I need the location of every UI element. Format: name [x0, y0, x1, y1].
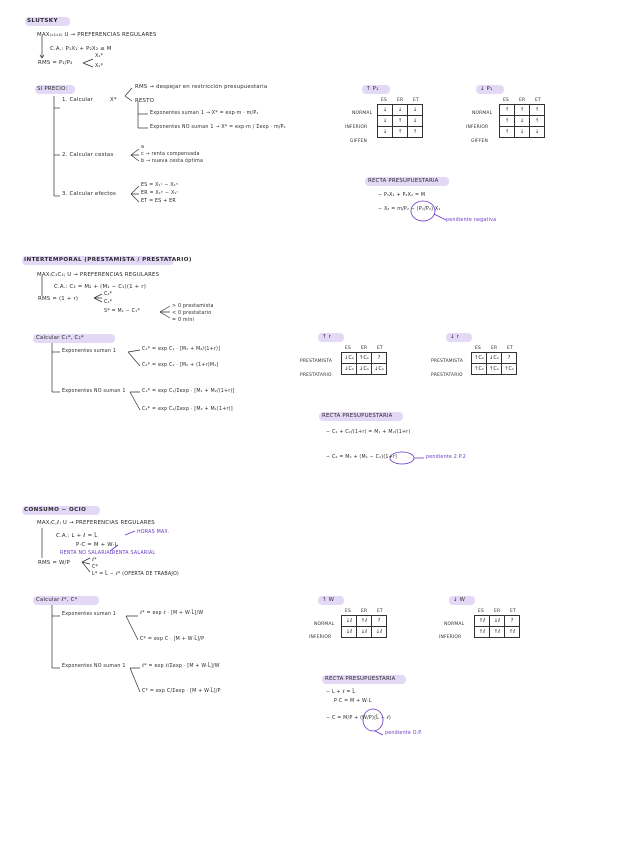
cell: ↓ — [393, 105, 408, 116]
cell: ↓ℓ — [357, 627, 372, 638]
col-et: ET — [377, 346, 383, 351]
c-star: C* — [92, 565, 99, 570]
table-up-w-title: ↑ W — [322, 597, 335, 603]
table-down-p1 — [499, 104, 545, 138]
cell: ↓ — [515, 127, 530, 138]
row-prestatario: PRESTATARIO — [431, 373, 463, 378]
cell: ↓ℓ — [490, 616, 505, 627]
constraint: C.A.: C₂ = M₂ + (M₁ − C₁)(1 + r) — [54, 284, 147, 290]
constraint-1: C.A.: L + ℓ = L̄ — [56, 533, 98, 539]
section-title-slutsky: SLUTSKY — [27, 18, 58, 24]
pendiente-label: pendiente negativa — [446, 218, 497, 223]
rms-branch: RMS → despejar en restricción presupuestaria — [135, 84, 268, 90]
cell: ↓ — [408, 116, 423, 127]
step-3: 3. Calcular efectos — [62, 191, 117, 197]
cell: ↓C₁ — [342, 353, 357, 364]
c1-no-suman: C₁* = exp C₁/Σexp · [M₁ + M₂/(1+r)] — [142, 389, 235, 394]
c-no-suman: C* = exp C/Σexp · [M + W·L̄]/P — [142, 689, 221, 694]
c1-suman: C₁* = exp C₁ · [M₁ + M₂/(1+r)] — [142, 347, 221, 352]
cell: ↑C₁ — [357, 353, 372, 364]
exp-no-suman: Exponentes NO suman 1 → X* = exp·m / Σexp · m/P₁ — [150, 125, 286, 130]
cell: ↑ — [530, 105, 545, 116]
row-giffen: GIFFEN — [350, 139, 368, 144]
row-normal: NORMAL — [314, 622, 335, 627]
pendiente-label: pendiente O.P. — [385, 731, 423, 736]
cell: ↓C₁ — [357, 364, 372, 375]
cell: ↑ — [408, 127, 423, 138]
table-up-p1 — [377, 104, 423, 138]
col-et: ET — [535, 98, 541, 103]
c2-no-suman: C₂* = exp C₂/Σexp · [M₂ + M₁(1+r)] — [142, 407, 233, 412]
section-title-intertemporal: INTERTEMPORAL (PRESTAMISTA / PRESTATARIO) — [24, 257, 192, 263]
row-inferior: INFERIOR — [345, 125, 368, 130]
exp-suman: Exponentes suman 1 — [62, 349, 117, 354]
renta-salarial: RENTA SALARIAL — [112, 551, 156, 556]
max-statement: MAX₍C₁C₂₎ U → PREFERENCIAS REGULARES — [37, 272, 160, 278]
col-es: ES — [478, 609, 484, 614]
recta-title: RECTA PRESUPUESTARIA — [368, 178, 439, 184]
recta-eq-1: − L + ℓ = L̄ — [326, 690, 356, 695]
table-down-r-title: ↓ r — [450, 334, 460, 340]
recta-eq-3: − C = M/P + (W/P)(L̄ − ℓ) — [326, 716, 391, 721]
col-er: ER — [361, 346, 368, 351]
cell: ↑C₁ — [487, 364, 502, 375]
mini: = 0 mini — [172, 318, 195, 323]
x-star: X* — [110, 97, 117, 103]
col-es: ES — [381, 98, 387, 103]
col-er: ER — [397, 98, 404, 103]
rms-equation: RMS = W/P — [38, 560, 70, 566]
cell: ↑ — [393, 127, 408, 138]
efecto-et: ET = ES + ER — [141, 199, 176, 204]
arrow-x1: X₁* — [95, 54, 104, 59]
recta-eq-1: − C₁ + C₂/(1+r) = M₁ + M₂/(1+r) — [326, 430, 411, 435]
col-et: ET — [413, 98, 419, 103]
rms-equation: RMS = (1 + r) — [38, 296, 79, 302]
savings: S* = M₁ − C₁* — [104, 309, 140, 314]
col-er: ER — [491, 346, 498, 351]
row-giffen: GIFFEN — [471, 139, 489, 144]
col-et: ET — [507, 346, 513, 351]
horas-max-label: HORAS MAX. — [137, 530, 170, 535]
table-up-r-title: ↑ r — [322, 334, 332, 340]
l-no-suman: ℓ* = exp ℓ/Σexp · [M + W·L̄]/W — [142, 664, 220, 669]
table-down-p1-title: ↓ P₁ — [480, 86, 493, 92]
cell: ? — [502, 353, 517, 364]
col-es: ES — [345, 609, 351, 614]
cell: ↑C₁ — [472, 364, 487, 375]
c-suman: C* = exp C · [M + W·L̄]/P — [140, 637, 205, 642]
cell: ↑ — [500, 127, 515, 138]
pendiente-label: pendiente 2.P.2 — [426, 455, 467, 460]
exp-no-suman: Exponentes NO suman 1 — [62, 664, 126, 669]
recta-eq-1: − P₁X₁ + P₂X₂ = M — [378, 193, 426, 198]
cell: ↑C₁ — [472, 353, 487, 364]
cell: ↑ℓ — [357, 616, 372, 627]
arrow-x2: X₂* — [95, 64, 104, 69]
recta-eq-2: − C₂ = M₂ + (M₁ − C₁)(1+r) — [326, 455, 398, 460]
table-up-r — [341, 352, 387, 375]
prestamista: > 0 prestamista — [172, 304, 214, 309]
constraint-2: P·C = M + W·L — [76, 542, 118, 548]
row-prestatario: PRESTATARIO — [300, 373, 332, 378]
col-es: ES — [345, 346, 351, 351]
cell: ↓ — [378, 105, 393, 116]
col-et: ET — [377, 609, 383, 614]
row-inferior: INFERIOR — [439, 635, 462, 640]
table-down-w — [474, 615, 520, 638]
cesta-a: a — [141, 145, 145, 150]
cell: ↑ — [530, 116, 545, 127]
cell: ↑ — [515, 105, 530, 116]
cell: ↑ — [500, 105, 515, 116]
recta-title: RECTA PRESUPUESTARIA — [325, 676, 396, 682]
calc-heading: Calcular C₁*, C₂* — [36, 335, 84, 341]
rms-equation: RMS = P₁/P₂ — [38, 60, 73, 66]
cell: ↓ — [378, 127, 393, 138]
step-2: 2. Calcular cestas — [62, 152, 114, 158]
l-star: ℓ* — [92, 558, 97, 563]
recta-title: RECTA PRESUPUESTARIA — [322, 413, 393, 419]
c1-star: C₁* — [104, 300, 113, 305]
efecto-es: ES = X₁ᶜ − X₁ᵃ — [141, 183, 179, 188]
l-suman: ℓ* = exp ℓ · [M + W·L̄]/W — [140, 611, 204, 616]
cell: ↑ℓ — [475, 627, 490, 638]
cell: ↓C₁ — [487, 353, 502, 364]
cell: ↓C₁ — [372, 364, 387, 375]
row-inferior: INFERIOR — [309, 635, 332, 640]
col-es: ES — [503, 98, 509, 103]
cesta-b: b → nueva cesta óptima — [141, 159, 204, 164]
cell: ↑ℓ — [505, 627, 520, 638]
recta-eq-2: − X₂ = m/P₂ − (P₁/P₂) X₁ — [378, 207, 441, 212]
max-statement: MAX₍C,ℓ₎ U → PREFERENCIAS REGULARES — [37, 520, 155, 526]
table-up-w — [341, 615, 387, 638]
cell: ↓ — [515, 116, 530, 127]
cell: ↓ — [530, 127, 545, 138]
col-er: ER — [494, 609, 501, 614]
row-prestamista: PRESTAMISTA — [300, 359, 333, 364]
row-prestamista: PRESTAMISTA — [431, 359, 464, 364]
table-down-r — [471, 352, 517, 375]
row-normal: NORMAL — [444, 622, 465, 627]
col-es: ES — [475, 346, 481, 351]
row-normal: NORMAL — [472, 111, 493, 116]
table-down-w-title: ↓ W — [453, 597, 466, 603]
cell: ? — [372, 353, 387, 364]
cell: ↓ — [378, 116, 393, 127]
cell: ? — [372, 616, 387, 627]
cell: ↑ℓ — [475, 616, 490, 627]
cell: ↑ℓ — [490, 627, 505, 638]
exp-suman: Exponentes suman 1 — [62, 612, 117, 617]
efecto-er: ER = X₁ᵇ − X₁ᶜ — [141, 191, 179, 196]
cell: ↓C₁ — [342, 364, 357, 375]
renta-no-salarial: RENTA NO SALARIAL — [60, 551, 113, 556]
prestatario: < 0 prestatario — [172, 311, 212, 316]
section-title-consumo-ocio: CONSUMO − OCIO — [24, 507, 87, 513]
row-normal: NORMAL — [352, 111, 373, 116]
step-1: 1. Calcular — [62, 97, 94, 103]
constraint: C.A.: P₁X₁ + P₂X₂ ≤ M — [50, 46, 112, 52]
si-precio-heading: SI PRECIO: — [37, 86, 68, 92]
col-er: ER — [519, 98, 526, 103]
cell: ? — [505, 616, 520, 627]
calc-heading: Calcular ℓ*, C* — [36, 597, 78, 603]
cell: ↑ — [393, 116, 408, 127]
recta-eq-2: P·C = M + W·L — [334, 699, 372, 704]
c2-suman: C₂* = exp C₂ · [M₂ + (1+r)M₁] — [142, 363, 219, 368]
cell: ↑ — [500, 116, 515, 127]
cell: ↓ — [408, 105, 423, 116]
resto-label: RESTO — [135, 98, 155, 104]
cell: ↓ℓ — [342, 627, 357, 638]
exp-no-suman: Exponentes NO suman 1 — [62, 389, 126, 394]
cell: ↓ℓ — [342, 616, 357, 627]
max-statement: MAX₍ₓ₁ₓ₂₎ U → PREFERENCIAS REGULARES — [37, 32, 157, 38]
col-er: ER — [361, 609, 368, 614]
cell: ↑C₁ — [502, 364, 517, 375]
cell: ↓ℓ — [372, 627, 387, 638]
table-up-p1-title: ↑ P₁ — [366, 86, 379, 92]
c2-star: C₂* — [104, 292, 113, 297]
row-inferior: INFERIOR — [466, 125, 489, 130]
exp-suman: Exponentes suman 1 → X* = exp·m · m/P₁ — [150, 111, 259, 116]
cesta-c: c → renta compensada — [141, 152, 200, 157]
oferta-trabajo: L* = L̄ − ℓ* (OFERTA DE TRABAJO) — [92, 572, 180, 577]
col-et: ET — [510, 609, 516, 614]
